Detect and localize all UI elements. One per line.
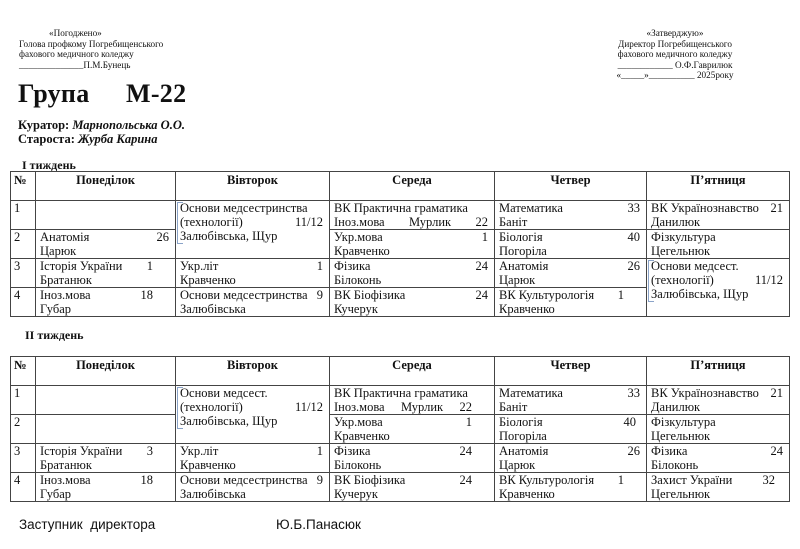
col-header-monday: Понеділок (36, 172, 176, 201)
subject: ВК Культурологія (499, 473, 595, 487)
teacher: Цегельнюк (651, 429, 711, 443)
subject-detail: (технології) (180, 400, 243, 414)
subject: Основи медсестринства (180, 288, 308, 302)
teacher: Кучерук (334, 487, 378, 501)
teacher: Залюбівська, Щур (180, 229, 278, 243)
cell-friday-merged (647, 259, 790, 317)
week-2-title: ІІ тиждень (25, 328, 84, 342)
subject: Основи медсестринства (180, 201, 308, 215)
subject-detail: (технології) (651, 273, 714, 287)
teacher: Білоконь (651, 458, 699, 472)
teacher: Губар (40, 487, 71, 501)
room: 21 (770, 386, 783, 400)
cell-wednesday (330, 415, 495, 444)
subject: Математика (499, 386, 563, 400)
head-student-label: Староста: (18, 132, 75, 146)
room: 24 (770, 444, 783, 458)
subject: Біологія (499, 415, 543, 429)
teacher: Царюк (499, 458, 536, 472)
subject: ВК Українознавство (651, 201, 759, 215)
approval-left-line2: фахового медичного коледжу (19, 49, 134, 60)
room: 24 (475, 288, 488, 302)
footer-position: Заступник директора (19, 517, 156, 532)
subject: Анатомія (499, 259, 549, 273)
head-student-line (18, 132, 157, 147)
head-student-name: Журба Карина (78, 132, 158, 146)
col-header-friday: П’ятниця (647, 357, 790, 386)
approval-right-line2: фахового медичного коледжу (617, 49, 733, 60)
teacher: Мурлик (400, 400, 444, 414)
selection-bracket-icon (177, 202, 183, 244)
cell-tuesday (176, 259, 330, 288)
teacher: Білоконь (334, 273, 382, 287)
curator-label: Куратор: (18, 118, 70, 132)
room: 1 (617, 288, 624, 302)
teacher: Кучерук (334, 302, 378, 316)
room: 26 (156, 230, 169, 244)
subject-detail: (технології) (180, 215, 243, 229)
col-header-friday: П’ятниця (647, 172, 790, 201)
table-row (11, 259, 790, 288)
teacher: Білоконь (334, 458, 382, 472)
teacher: Кравченко (499, 302, 555, 316)
teacher: Губар (40, 302, 71, 316)
room: 22 (459, 400, 472, 414)
subject: ВК Українознавство (651, 386, 759, 400)
subject: Математика (499, 201, 563, 215)
subject: Основи медсестринства (180, 473, 308, 487)
teacher: Царюк (499, 273, 536, 287)
subject: Історія України (40, 444, 123, 458)
room: 24 (475, 259, 488, 273)
lesson-number: 4 (11, 288, 36, 317)
col-header-wednesday: Середа (330, 357, 495, 386)
teacher: Погоріла (499, 429, 547, 443)
cell-friday (647, 386, 790, 415)
cell-tuesday (176, 473, 330, 502)
subject: ВК Біофізика (334, 473, 406, 487)
room: 9 (316, 288, 323, 302)
cell-monday (36, 415, 176, 444)
lesson-number: 2 (11, 230, 36, 259)
teacher: Кравченко (180, 273, 236, 287)
lesson-number: 1 (11, 201, 36, 230)
page-title (18, 79, 186, 109)
room: 1 (146, 259, 153, 273)
room: 3 (146, 444, 153, 458)
teacher: Залюбівська (180, 487, 246, 501)
selection-bracket-icon (177, 387, 183, 429)
room: 18 (140, 473, 153, 487)
table-header-row (11, 357, 790, 386)
subject: Фізика (651, 444, 688, 458)
table-row (11, 230, 790, 259)
room: 26 (627, 259, 640, 273)
week-1-table (10, 171, 790, 317)
lesson-number: 4 (11, 473, 36, 502)
cell-thursday (495, 386, 647, 415)
subject: Біологія (499, 230, 543, 244)
teacher: Мурлик (408, 215, 452, 229)
table-row (11, 415, 790, 444)
cell-friday (647, 444, 790, 473)
cell-wednesday (330, 444, 495, 473)
cell-tuesday-merged (176, 386, 330, 444)
teacher: Кравченко (180, 458, 236, 472)
col-header-num: № (11, 357, 36, 386)
teacher: Баніт (499, 400, 528, 414)
cell-tuesday (176, 444, 330, 473)
week-1-title: І тиждень (22, 158, 76, 172)
room: 24 (459, 444, 472, 458)
col-header-tuesday: Вівторок (176, 172, 330, 201)
room: 24 (459, 473, 472, 487)
subject: Укр.літ (180, 259, 219, 273)
cell-monday (36, 201, 176, 230)
group-label: Група (18, 79, 90, 108)
teacher: Залюбівська, Щур (651, 287, 749, 301)
teacher: Кравченко (334, 429, 390, 443)
subject: Основи медсест. (651, 259, 739, 273)
teacher: Данилюк (651, 400, 701, 414)
selection-bracket-icon (648, 260, 654, 302)
teacher: Погоріла (499, 244, 547, 258)
cell-wednesday (330, 259, 495, 288)
week-2-table (10, 356, 790, 502)
teacher: Братанюк (40, 273, 92, 287)
subject: Іноз.мова (40, 473, 91, 487)
room: 11/12 (294, 215, 323, 229)
room: 32 (762, 473, 775, 487)
subject: ВК Практична граматика (334, 201, 468, 215)
teacher: Братанюк (40, 458, 92, 472)
subject: Укр.мова (334, 415, 383, 429)
col-header-num: № (11, 172, 36, 201)
cell-thursday (495, 444, 647, 473)
cell-wednesday (330, 473, 495, 502)
cell-thursday (495, 201, 647, 230)
room: 1 (465, 415, 472, 429)
subject: Іноз.мова (40, 288, 91, 302)
subject-detail: Іноз.мова (334, 215, 385, 229)
teacher: Данилюк (651, 215, 701, 229)
cell-wednesday (330, 288, 495, 317)
curator-line (18, 118, 185, 133)
room: 1 (617, 473, 624, 487)
col-header-monday: Понеділок (36, 357, 176, 386)
table-row (11, 444, 790, 473)
cell-tuesday (176, 288, 330, 317)
teacher: Цегельнюк (651, 244, 711, 258)
teacher: Кравченко (499, 487, 555, 501)
teacher: Цегельнюк (651, 487, 711, 501)
subject: Фізика (334, 259, 371, 273)
room: 9 (316, 473, 323, 487)
room: 18 (140, 288, 153, 302)
approval-left-label: «Погоджено» (49, 28, 102, 38)
subject: ВК Культурологія (499, 288, 595, 302)
cell-friday (647, 473, 790, 502)
table-row (11, 201, 790, 230)
lesson-number: 3 (11, 444, 36, 473)
lesson-number: 3 (11, 259, 36, 288)
room: 33 (627, 201, 640, 215)
cell-wednesday (330, 230, 495, 259)
subject: ВК Практична граматика (334, 386, 468, 400)
cell-friday (647, 230, 790, 259)
room: 26 (627, 444, 640, 458)
subject-detail: Іноз.мова (334, 400, 385, 414)
footer-name: Ю.Б.Панасюк (276, 517, 361, 532)
approval-right-block (590, 28, 760, 81)
cell-wednesday (330, 201, 495, 230)
teacher: Залюбівська, Щур (180, 414, 278, 428)
cell-tuesday-merged (176, 201, 330, 259)
subject: ВК Біофізика (334, 288, 406, 302)
cell-thursday (495, 288, 647, 317)
approval-right-date: «_____»__________ 2025року (616, 70, 734, 81)
group-name: М-22 (126, 79, 187, 108)
approval-left-line1: Голова профкому Погребищенського (19, 38, 164, 49)
cell-thursday (495, 230, 647, 259)
cell-friday (647, 415, 790, 444)
approval-right-signature: ____________ О.Ф.Гаврилюк (617, 59, 733, 70)
col-header-wednesday: Середа (330, 172, 495, 201)
cell-monday (36, 444, 176, 473)
room: 11/12 (294, 400, 323, 414)
subject: Фізика (334, 444, 371, 458)
approval-right-line1: Директор Погребищенського (618, 38, 732, 49)
teacher: Царюк (40, 244, 77, 258)
table-row (11, 473, 790, 502)
subject: Анатомія (40, 230, 90, 244)
teacher: Залюбівська (180, 302, 246, 316)
approval-left-signature: ______________П.М.Бунець (19, 59, 131, 70)
curator-name: Марнопольська О.О. (72, 118, 185, 132)
teacher: Баніт (499, 215, 528, 229)
subject: Основи медсест. (180, 386, 268, 400)
room: 1 (316, 259, 323, 273)
lesson-number: 1 (11, 386, 36, 415)
subject: Фізкультура (651, 230, 716, 244)
room: 40 (627, 230, 640, 244)
subject: Захист України (651, 473, 733, 487)
room: 40 (623, 415, 636, 429)
cell-monday (36, 259, 176, 288)
subject: Укр.літ (180, 444, 219, 458)
cell-monday (36, 288, 176, 317)
room: 11/12 (754, 273, 783, 287)
room: 1 (316, 444, 323, 458)
cell-thursday (495, 473, 647, 502)
room: 21 (770, 201, 783, 215)
room: 22 (475, 215, 488, 229)
room: 1 (481, 230, 488, 244)
col-header-tuesday: Вівторок (176, 357, 330, 386)
subject: Фізкультура (651, 415, 716, 429)
lesson-number: 2 (11, 415, 36, 444)
cell-friday (647, 201, 790, 230)
teacher: Кравченко (334, 244, 390, 258)
col-header-thursday: Четвер (495, 172, 647, 201)
subject: Анатомія (499, 444, 549, 458)
approval-left-block (19, 28, 219, 70)
subject: Історія України (40, 259, 123, 273)
cell-wednesday (330, 386, 495, 415)
cell-monday (36, 473, 176, 502)
subject: Укр.мова (334, 230, 383, 244)
table-row (11, 386, 790, 415)
cell-thursday (495, 259, 647, 288)
cell-monday (36, 386, 176, 415)
room: 33 (627, 386, 640, 400)
approval-right-label: «Затверджую» (646, 28, 704, 38)
cell-thursday (495, 415, 647, 444)
table-header-row (11, 172, 790, 201)
cell-monday (36, 230, 176, 259)
col-header-thursday: Четвер (495, 357, 647, 386)
